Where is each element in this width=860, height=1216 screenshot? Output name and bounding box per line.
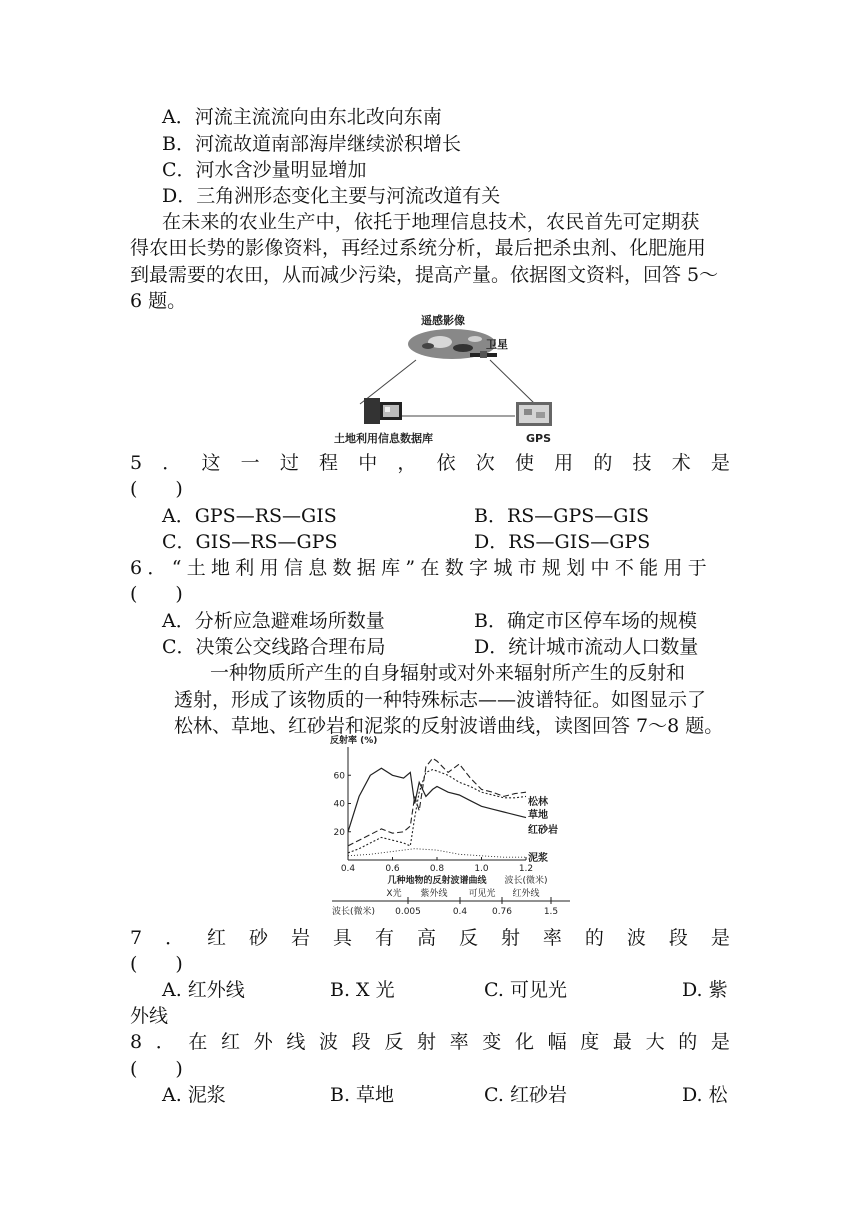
passage2-line1: 一种物质所产生的自身辐射或对外来辐射所产生的反射和 (210, 662, 686, 684)
stem-char: 程 (319, 452, 339, 474)
connector-line (360, 360, 416, 404)
stem-char: 砂 (249, 927, 269, 949)
passage1-line1: 在未来的农业生产中，依托于地理信息技术，农民首先可定期获 (162, 211, 700, 233)
band-scale-tick-label: 1.5 (543, 907, 559, 917)
series-line-3 (348, 849, 526, 858)
band-scale-tick-label: 0.4 (452, 907, 468, 917)
band-name: 红外线 (512, 889, 540, 899)
stem-char: 5 (130, 452, 143, 474)
q5-option-c: C．GIS—RS—GPS (162, 531, 338, 553)
stem-char: 波 (626, 927, 646, 949)
stem-char: 率 (542, 927, 562, 949)
q8-option-b: B. 草地 (330, 1084, 395, 1106)
stem-char: 段 (668, 927, 688, 949)
stem-char: 变 (482, 1031, 502, 1053)
x-tick-label: 1.0 (474, 864, 489, 874)
x-axis-label: 波长(微米) (504, 876, 548, 886)
q6-stem: 6．“土地利用信息数据库”在数字城市规划中不能用于 (130, 557, 713, 579)
q8-stem (130, 1029, 730, 1055)
rs-label: 遥感影像 (421, 314, 465, 327)
q7-option-d-continued: 外线 (130, 1005, 169, 1027)
stem-char: 段 (351, 1031, 371, 1053)
stem-char: ． (155, 1031, 175, 1053)
x-tick-label: 0.4 (340, 864, 356, 874)
stem-char: 波 (319, 1031, 339, 1053)
band-name: 紫外线 (420, 889, 448, 899)
y-tick-label: 60 (333, 771, 345, 782)
stem-char: 射 (500, 927, 520, 949)
y-tick-label: 40 (333, 799, 345, 810)
x-tick-label: 1.2 (518, 864, 534, 874)
stem-char: 的 (593, 452, 613, 474)
stem-char: 在 (188, 1031, 208, 1053)
band-scale-tick-label: 0.76 (491, 907, 513, 917)
series-line-2 (348, 768, 526, 832)
stem-char: 高 (416, 927, 436, 949)
stem-char: 是 (710, 452, 730, 474)
stem-char: 术 (671, 452, 691, 474)
band-scale-label: 波长(微米) (332, 907, 376, 917)
stem-char: 反 (458, 927, 478, 949)
stem-char: 岩 (291, 927, 311, 949)
y-axis-label: 反射率 (%) (330, 736, 378, 746)
stem-char: 的 (678, 1031, 698, 1053)
q4-option-a: A．河流主流流向由东北改向东南 (162, 106, 442, 128)
q5-bracket: ( ) (130, 478, 183, 500)
stem-char: 反 (384, 1031, 404, 1053)
gps-label: GPS (526, 432, 552, 445)
stem-char: 红 (221, 1031, 241, 1053)
band-scale-tick-label: 0.005 (395, 907, 421, 917)
q5-option-a: A．GPS—RS—GIS (162, 505, 337, 527)
stem-char: 依 (436, 452, 456, 474)
stem-char: 化 (514, 1031, 534, 1053)
stem-char: 7 (130, 927, 143, 949)
band-name: 可见光 (468, 889, 496, 899)
q4-option-d: D．三角洲形态变化主要与河流改道有关 (162, 185, 501, 207)
stem-char: 率 (449, 1031, 469, 1053)
q5-stem (130, 450, 730, 476)
gps-device-icon (516, 402, 552, 426)
q8-option-d: D. 松 (682, 1084, 728, 1106)
stem-char: 中 (358, 452, 378, 474)
passage2-line3: 松林、草地、红砂岩和泥浆的反射波谱曲线，读图回答 7～8 题。 (174, 715, 724, 737)
stem-char: ． (165, 927, 185, 949)
q7-bracket: ( ) (130, 953, 183, 975)
stem-char: 用 (554, 452, 574, 474)
stem-char: 最 (612, 1031, 632, 1053)
stem-char: 过 (279, 452, 299, 474)
passage1-line3: 到最需要的农田，从而减少污染，提高产量。依据图文资料，回答 5～ (130, 264, 719, 286)
q7-stem (130, 925, 730, 951)
passage2-line2: 透射，形成了该物质的一种特殊标志——波谱特征。如图显示了 (174, 689, 707, 711)
x-tick-label: 0.6 (385, 864, 400, 874)
stem-char: 8 (130, 1031, 143, 1053)
stem-char: 的 (584, 927, 604, 949)
q8-option-a: A. 泥浆 (162, 1084, 226, 1106)
connector-line (490, 360, 535, 404)
stem-char: 度 (580, 1031, 600, 1053)
stem-char: 这 (201, 452, 221, 474)
database-computer-icon (364, 398, 402, 424)
stem-char: 技 (632, 452, 652, 474)
q8-bracket: ( ) (130, 1058, 183, 1080)
chart-title: 几种地物的反射波谱曲线 (387, 876, 487, 886)
stem-char: 线 (286, 1031, 306, 1053)
stem-char: ， (397, 452, 417, 474)
band-name: X光 (386, 889, 402, 899)
q6-bracket: ( ) (130, 583, 183, 605)
series-line-0 (348, 758, 526, 846)
reflectance-spectrum-chart (330, 735, 580, 920)
stem-char: 外 (253, 1031, 273, 1053)
technology-diagram (330, 312, 570, 447)
series-label: 草地 (528, 810, 548, 821)
q4-option-c: C．河水含沙量明显增加 (162, 159, 367, 181)
passage1-line2: 得农田长势的影像资料，再经过系统分析，最后把杀虫剂、化肥施用 (130, 237, 707, 259)
stem-char: 是 (710, 927, 730, 949)
q7-option-d: D. 紫 (682, 979, 728, 1001)
q7-option-b: B. X 光 (330, 979, 395, 1001)
series-label: 泥浆 (528, 853, 548, 864)
y-tick-label: 20 (333, 827, 345, 838)
q8-option-c: C. 红砂岩 (484, 1084, 567, 1106)
database-label: 土地利用信息数据库 (334, 432, 433, 445)
stem-char: 有 (374, 927, 394, 949)
x-tick-label: 0.8 (429, 864, 445, 874)
q6-option-b: B．确定市区停车场的规模 (474, 610, 697, 632)
stem-char: 射 (416, 1031, 436, 1053)
satellite-label: 卫星 (486, 338, 508, 351)
stem-char: 大 (645, 1031, 665, 1053)
series-label: 红砂岩 (528, 825, 558, 836)
stem-char: 使 (514, 452, 534, 474)
q5-option-b: B．RS—GPS—GIS (474, 505, 649, 527)
q7-option-c: C. 可见光 (484, 979, 567, 1001)
stem-char: 是 (710, 1031, 730, 1053)
stem-char: ． (162, 452, 182, 474)
q7-option-a: A. 红外线 (162, 979, 245, 1001)
stem-char: 具 (333, 927, 353, 949)
stem-char: 一 (240, 452, 260, 474)
stem-char: 次 (475, 452, 495, 474)
stem-char: 红 (207, 927, 227, 949)
q4-option-b: B．河流故道南部海岸继续淤积增长 (162, 133, 461, 155)
passage1-line4: 6 题。 (130, 290, 187, 312)
stem-char: 幅 (547, 1031, 567, 1053)
series-label: 松林 (528, 797, 548, 808)
q6-option-a: A．分析应急避难场所数量 (162, 610, 385, 632)
q6-option-d: D．统计城市流动人口数量 (474, 636, 699, 658)
q5-option-d: D．RS—GIS—GPS (474, 531, 651, 553)
q6-option-c: C．决策公交线路合理布局 (162, 636, 386, 658)
